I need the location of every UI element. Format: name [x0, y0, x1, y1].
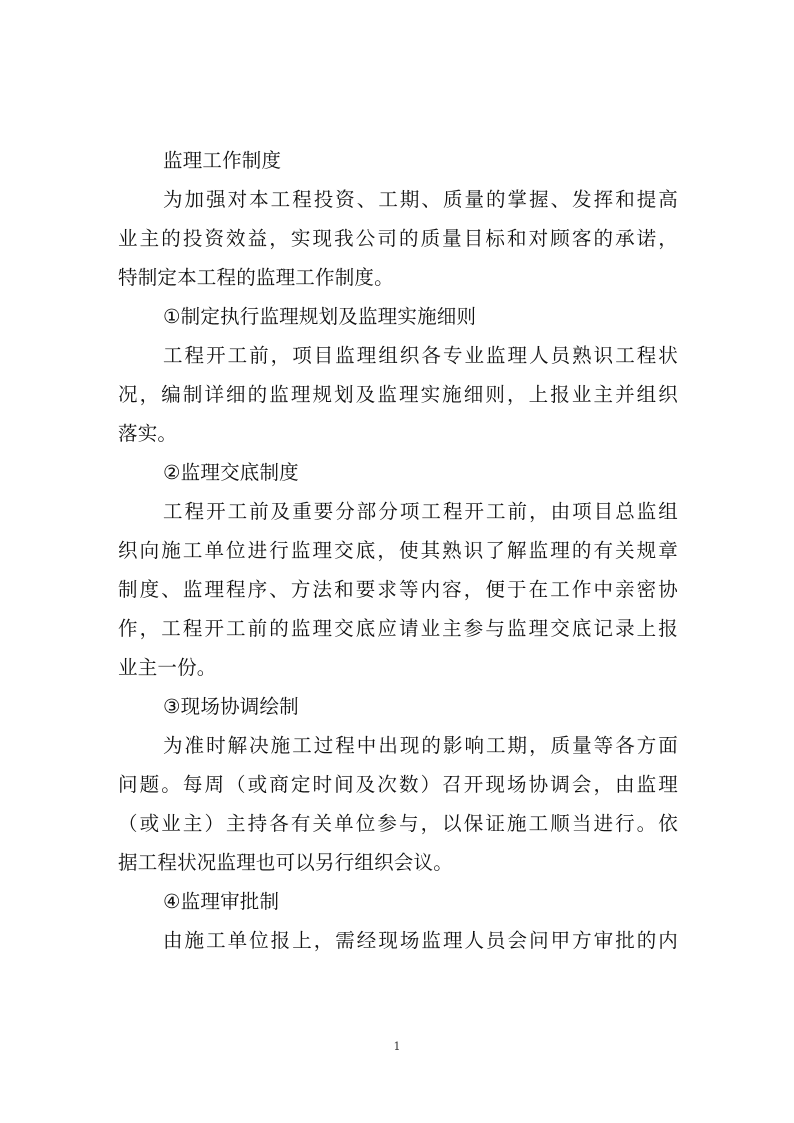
paragraph-line: （或业主）主持各有关单位参与，以保证施工顺当进行。依: [118, 812, 678, 835]
section-heading: ①制定执行监理规划及监理实施细则: [163, 305, 477, 328]
section-paragraph: [118, 726, 678, 882]
paragraph-line: 织向施工单位进行监理交底，使其熟识了解监理的有关规章: [118, 539, 678, 562]
page-number: 1: [393, 1040, 401, 1053]
intro-paragraph: [118, 180, 678, 297]
paragraph-line: 业主一份。: [118, 656, 217, 679]
section-paragraph: [118, 492, 678, 687]
intro-line: 为加强对本工程投资、工期、质量的掌握、发挥和提高: [163, 188, 678, 211]
paragraph-line: 据工程状况监理也可以另行组织会议。: [118, 851, 453, 874]
paragraph-line: 由施工单位报上，需经现场监理人员会问甲方审批的内: [163, 929, 678, 952]
intro-line: 特制定本工程的监理工作制度。: [118, 266, 394, 289]
section-heading: ②监理交底制度: [163, 461, 299, 484]
section-paragraph: [118, 336, 678, 453]
section-paragraph: [118, 921, 678, 960]
paragraph-line: 为准时解决施工过程中出现的影响工期，质量等各方面: [163, 734, 678, 757]
paragraph-line: 工程开工前，项目监理组织各专业监理人员熟识工程状: [163, 344, 678, 367]
paragraph-line: 落实。: [118, 422, 178, 445]
paragraph-line: 况，编制详细的监理规划及监理实施细则，上报业主并组织: [118, 383, 678, 406]
document-body: [118, 141, 678, 960]
paragraph-line: 作，工程开工前的监理交底应请业主参与监理交底记录上报: [118, 617, 678, 640]
paragraph-line: 工程开工前及重要分部分项工程开工前，由项目总监组: [163, 500, 678, 523]
document-title: 监理工作制度: [163, 149, 282, 172]
intro-line: 业主的投资效益，实现我公司的质量目标和对顾客的承诺，: [118, 227, 678, 250]
section-heading: ④监理审批制: [163, 890, 280, 913]
paragraph-line: 问题。每周（或商定时间及次数）召开现场协调会，由监理: [118, 773, 678, 796]
paragraph-line: 制度、监理程序、方法和要求等内容，便于在工作中亲密协: [118, 578, 678, 601]
section-heading: ③现场协调绘制: [163, 695, 299, 718]
